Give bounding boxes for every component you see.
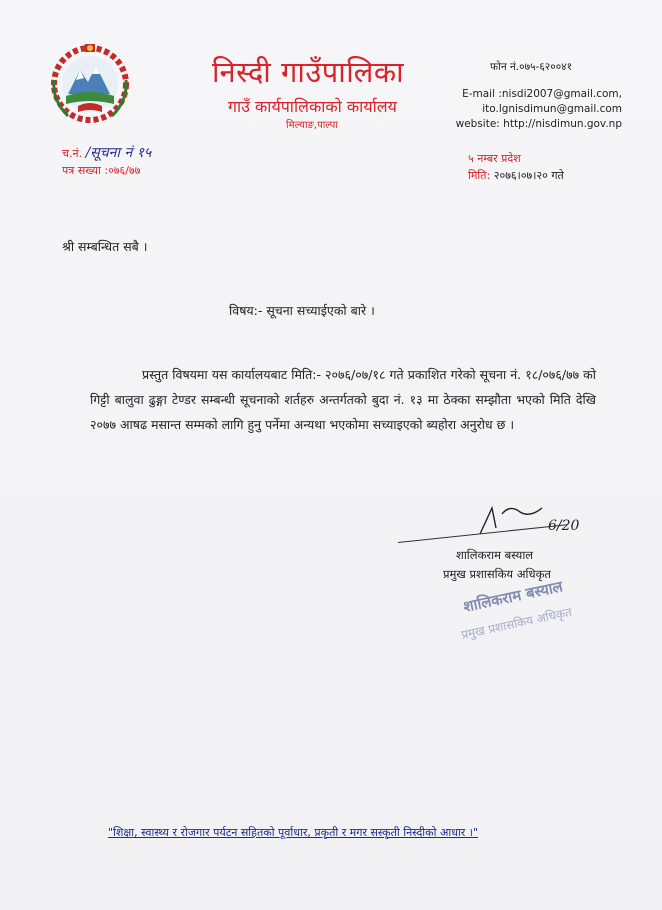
date-value: २०७६।०७।२० गते bbox=[493, 169, 564, 182]
recipient: श्री सम्बन्धित सबै । bbox=[62, 239, 148, 254]
signatory-title: प्रमुख प्रशासकिय अधिकृत bbox=[443, 567, 551, 581]
letter-body bbox=[90, 362, 596, 437]
svg-text:6/20: 6/20 bbox=[548, 518, 580, 534]
stamp-title: प्रमुख प्रशासकिय अधिकृत bbox=[459, 604, 574, 642]
office-address: मिल्याङ,पाल्पा bbox=[286, 120, 338, 131]
date-label: मिति: bbox=[468, 169, 491, 182]
signature-mark-icon bbox=[470, 494, 590, 544]
body-paragraph: प्रस्तुत विषयमा यस कार्यालयबाट मिति:- २०७६/०७/१८ गते प्रकाशित गरेको सूचना नं. १८/०७६/७७ को गिट्टी बालुवा ढुङ्गा टेण्डर सम्बन्धी सूचनाको शर्तहरु अन्तर्गतको बुदा नं. १३ मा ठेक्का सम्झौता भएको मिति देखि २०७७ आषढ मसान्त सम्मको लागि हुनु पर्नेमा अन्यथा भएकोमा सच्याइएको ब्यहोरा अनुरोध छ । bbox=[90, 367, 596, 432]
chalani-number: /सूचना नं १५ bbox=[85, 145, 152, 161]
stamp-name: शालिकराम बस्याल bbox=[461, 577, 565, 616]
email: E-mail :nisdi2007@gmail.com, bbox=[462, 88, 622, 100]
org-name: निस्दी गाउँपालिका bbox=[212, 55, 405, 89]
patra-sankhya: पत्र सख्या :०७६/७७ bbox=[62, 164, 141, 177]
nepal-emblem-icon bbox=[48, 40, 132, 124]
chalani-label: च.नं. bbox=[62, 147, 83, 160]
office-name: गाउँ कार्यपालिकाको कार्यालय bbox=[228, 97, 397, 116]
province: ५ नम्बर प्रदेश bbox=[468, 152, 521, 165]
website: website: http://nisdimun.gov.np bbox=[455, 118, 622, 130]
signatory-name: शालिकराम बस्याल bbox=[456, 548, 534, 562]
reference-left bbox=[62, 145, 151, 179]
phone-number: फोन नं.०७५-६२००४१ bbox=[490, 61, 573, 73]
contact-block bbox=[456, 87, 622, 132]
reference-right bbox=[468, 150, 564, 184]
subject-line: विषय:- सूचना सच्याईएको बारे । bbox=[229, 303, 375, 318]
footer-motto: "शिक्षा, स्वास्थ्य र रोजगार पर्यटन सहितको पूर्वाधार, प्रकृती र मगर सस्कृती निस्दीको आधार ।" bbox=[108, 826, 479, 839]
email-secondary: ito.lgnisdimun@gmail.com bbox=[482, 103, 622, 115]
